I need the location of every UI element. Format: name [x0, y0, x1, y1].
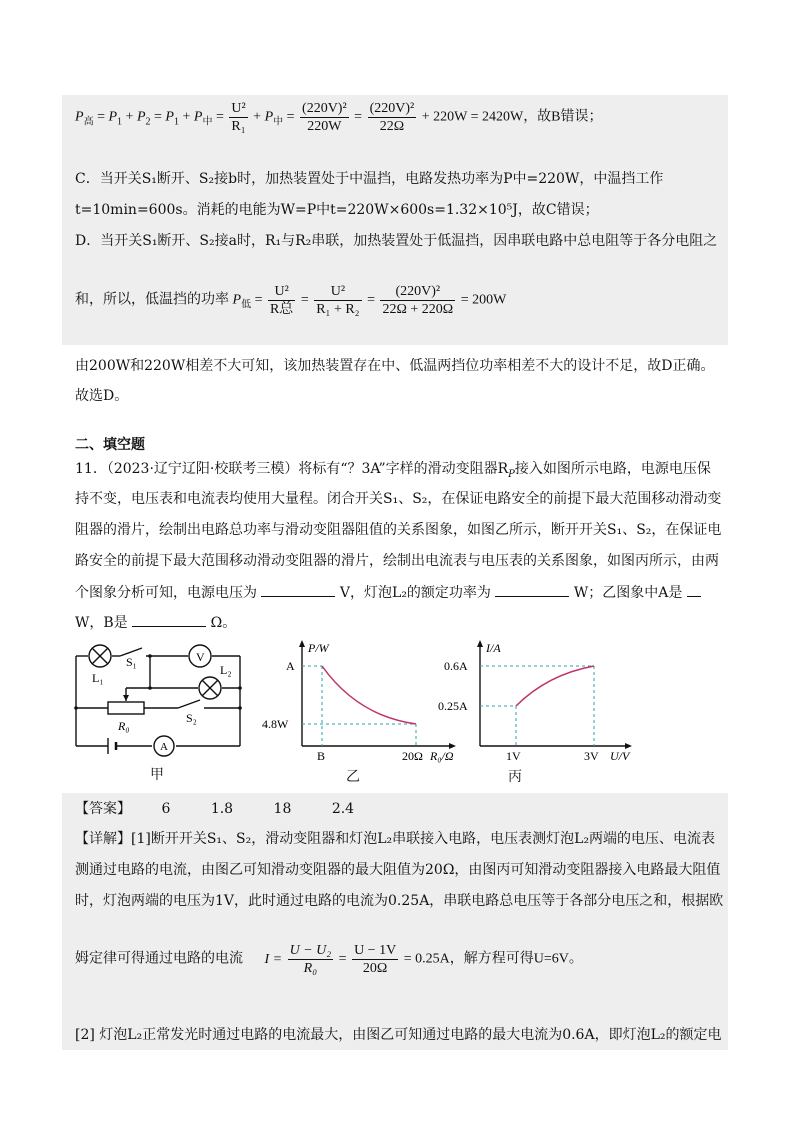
- graph-bing: [436, 636, 636, 768]
- text-line-conclusion: 由200W和220W相差不大可知，该加热装置存在中、低温两挡位功率相差不大的设计不足，故D正确。: [75, 358, 715, 374]
- detail-line-2: 测通过电路的电流，由图乙可知滑动变阻器的最大阻值为20Ω，由图丙可知滑动变阻器接入电路最大阻值: [75, 862, 721, 878]
- ammeter-label: A: [160, 741, 168, 753]
- graph-yi: [262, 636, 462, 768]
- detail-line-1: 【详解】[1]断开开关S₁、S₂，滑动变阻器和灯泡L₂串联接入电路，电压表测灯泡L₂两端的电压、电流表: [75, 831, 716, 847]
- answer-blank-4[interactable]: [132, 612, 206, 627]
- question-line-2: 持不变，电压表和电流表均使用大量程。闭合开关S₁、S₂，在保证电路安全的前提下最大范围移动滑动变: [75, 491, 722, 507]
- switch-s2-label: S₂: [186, 711, 197, 725]
- answer-blank-2[interactable]: [495, 582, 569, 597]
- bing-xlabel: U/V: [610, 749, 630, 763]
- bing-ylabel: I/A: [486, 641, 501, 655]
- detail-line-3: 时，灯泡两端的电压为1V，此时通过电路的电流为0.25A，串联电路总电压等于各部分电压之和，根据欧: [75, 893, 724, 909]
- caption-yi: 乙: [346, 769, 360, 785]
- detail-line-5: [2] 灯泡L₂正常发光时通过电路的电流最大，由图乙可知通过电路的最大电流为0.6A，即灯泡L₂的额定电: [75, 1027, 722, 1043]
- question-line-1: 11．（2023·辽宁辽阳·校联考三模）将标有“？3A”字样的滑动变阻器$R_P$接入如图所示电路，电源电压保: [75, 461, 711, 480]
- yi-xlabel: R₀/Ω: [430, 749, 454, 763]
- bing-ytick-025: 0.25A: [438, 699, 468, 713]
- yi-xtick-b: B: [317, 749, 326, 763]
- circuit-diagram: [68, 638, 250, 783]
- switch-s1-label: S₁: [126, 655, 137, 669]
- question-line-6: W，B是 Ω。: [75, 612, 236, 633]
- answer-row: 【答案】 6 1.8 18 2.4: [75, 801, 355, 817]
- rheostat-label: R₀: [118, 719, 130, 733]
- bing-xtick-3: 3V: [584, 749, 599, 763]
- section-title: 二、填空题: [75, 437, 145, 453]
- yi-ylabel: P/W: [308, 641, 329, 655]
- answer-blank-1[interactable]: [261, 582, 335, 597]
- yi-xtick-20: 20Ω: [402, 749, 423, 763]
- voltmeter-label: V: [196, 650, 205, 664]
- question-line-5: 个图象分析可知，电源电压为 V，灯泡L₂的额定功率为 W；乙图象中A是: [75, 582, 701, 603]
- yi-ytick-48: 4.8W: [262, 717, 289, 731]
- bulb-l1-label: L₁: [92, 671, 104, 685]
- yi-ytick-a: A: [286, 659, 295, 673]
- question-line-4: 路安全的前提下最大范围移动滑动变阻器的滑片，绘制出电流表与电压表的关系图象，如图丙所示，由两: [75, 553, 719, 569]
- caption-bing: 丙: [508, 769, 522, 785]
- bulb-l2-label: L₂: [220, 663, 232, 677]
- question-line-3: 阻器的滑片，绘制出电路总功率与滑动变阻器阻值的关系图象，如图乙所示，断开开关S₁、S₂，在保证电: [75, 522, 722, 538]
- caption-jia: 甲: [150, 767, 164, 783]
- bing-xtick-1: 1V: [506, 749, 521, 763]
- text-line-c1: C．当开关S₁断开、S₂接b时，加热装置处于中温挡，电路发热功率为P中=220W，中温挡工作: [75, 171, 664, 187]
- text-line-choice: 故选D。: [75, 388, 129, 404]
- text-line-d1: D．当开关S₁断开、S₂接a时，R₁与R₂串联，加热装置处于低温挡，因串联电路中总电阻等于各分电阻之: [75, 233, 718, 249]
- bing-ytick-06: 0.6A: [444, 659, 468, 673]
- text-line-c2: t=10min=600s。消耗的电能为W=P中t=220W×600s=1.32×10⁵J，故C错误；: [75, 202, 599, 218]
- current-formula: 姆定律可得通过电路的电流 I = $\frac{\text{U − U₂}}{\text{R₀}}$ = $\frac{U - 1V}{20\Omega}$ = 0.25A，解方程可得U=6V。: [75, 943, 583, 976]
- answer-blank-3[interactable]: [687, 582, 701, 597]
- power-formula-high: $P_高 = P_1 + P_2 = P_1 + P_中$ = $\frac{\text{U²}}{\text{R₁}}$ + $P_中$ = $\frac{\text{(220V)²}}{220W}$ = $\frac{\text{(220V)²}}{22\Omega}$ + 220W = 2420W，故B错误；: [75, 101, 603, 134]
- power-formula-low: 和，所以，低温挡的功率 $P_低$ = $\frac{\text{U²}}{\text{R总}}$ = $\frac{\text{U²}}{\text{R₁ + R₂}}$ = $\frac{\text{(220V)²}}{22\Omega + 220\Omega}$ = 200W: [75, 284, 507, 317]
